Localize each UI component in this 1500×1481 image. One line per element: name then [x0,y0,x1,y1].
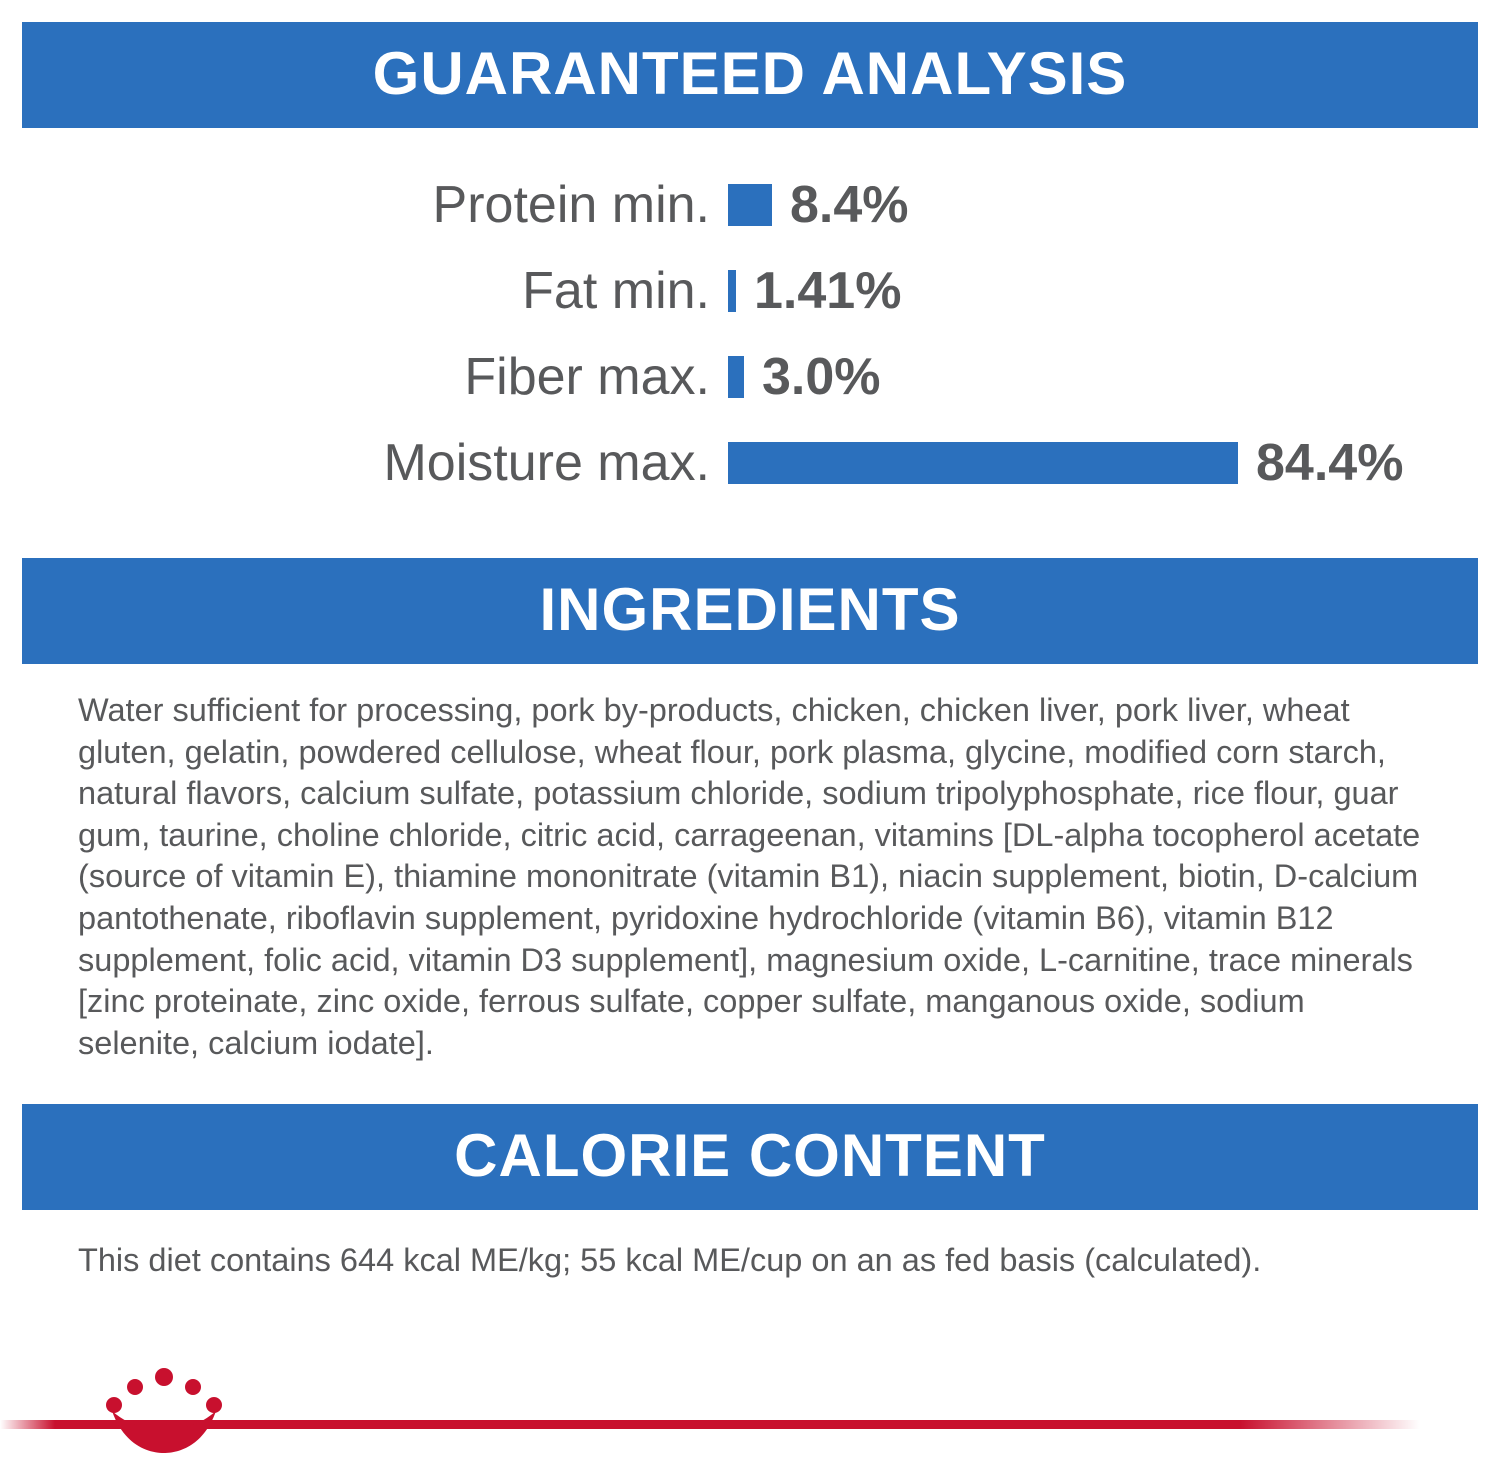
analysis-value: 84.4% [1256,434,1404,492]
analysis-bar [728,184,772,226]
analysis-bar [728,270,736,312]
guaranteed-analysis-chart [0,162,1500,506]
analysis-bar-wrap [728,261,901,321]
ingredients-text: Water sufficient for processing, pork by-products, chicken, chicken liver, pork liver, wheat gluten, gelatin, powdered cellulose, wheat flour, pork plasma, glycine, modified corn starch, natural flavors, calcium sulfate, potassium chloride, sodium tripolyphosphate, rice flour, guar gum, taurine, choline chloride, citric acid, carrageenan, vitamins [DL-alpha tocopherol acetate (source of vitamin E), thiamine mononitrate (vitamin B1), niacin supplement, biotin, D-calcium pantothenate, riboflavin supplement, pyridoxine hydrochloride (vitamin B6), vitamin B12 supplement, folic acid, vitamin D3 supplement], magnesium oxide, L-carnitine, trace minerals [zinc proteinate, zinc oxide, ferrous sulfate, copper sulfate, manganous oxide, sodium selenite, calcium iodate]. [78,692,1421,1061]
guaranteed-analysis-header: GUARANTEED ANALYSIS [22,22,1478,128]
analysis-bar [728,356,744,398]
analysis-row [28,420,1472,506]
crown-icon [104,1367,224,1455]
analysis-row [28,334,1472,420]
analysis-row [28,162,1472,248]
footer [0,1361,1500,1481]
analysis-bar-wrap [728,175,909,235]
analysis-value: 1.41% [754,262,902,320]
analysis-bar [728,442,1238,484]
analysis-label: Fiber max. [464,348,710,406]
analysis-value: 3.0% [762,348,881,406]
analysis-label: Moisture max. [383,434,710,492]
ingredients-header: INGREDIENTS [22,558,1478,664]
analysis-row [28,248,1472,334]
calorie-content-text: This diet contains 644 kcal ME/kg; 55 kcal ME/cup on an as fed basis (calculated). [78,1242,1262,1279]
analysis-label: Protein min. [432,176,710,234]
calorie-content-header: CALORIE CONTENT [22,1104,1478,1210]
analysis-label: Fat min. [522,262,710,320]
analysis-bar-wrap [728,433,1403,493]
analysis-value: 8.4% [790,176,909,234]
footer-rule [0,1420,1500,1429]
analysis-bar-wrap [728,347,881,407]
product-label-page [0,22,1500,1481]
